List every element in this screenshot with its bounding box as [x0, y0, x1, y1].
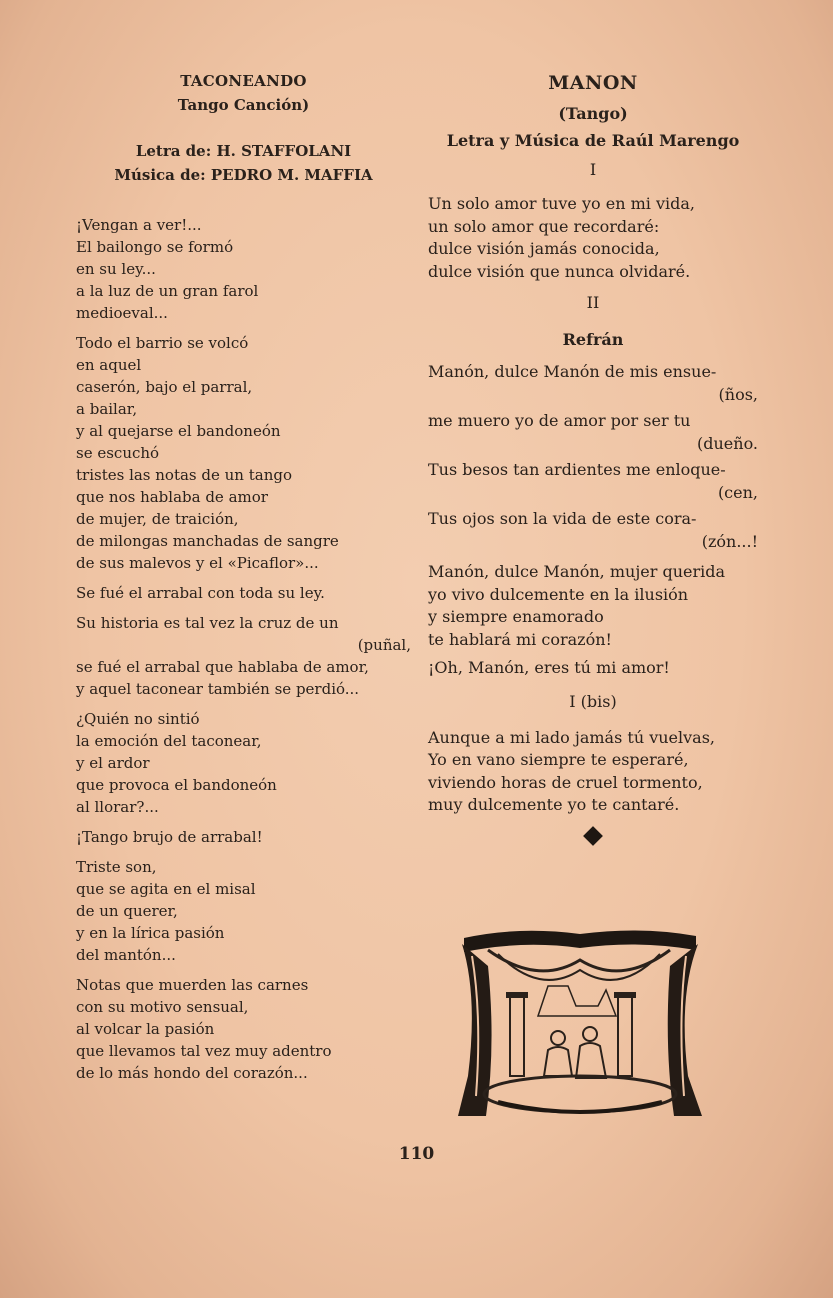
lyric-line: en aquel	[76, 356, 142, 374]
lyric-line: dulce visión que nunca olvidaré.	[428, 261, 691, 281]
stanza-1	[428, 193, 758, 283]
lyric-line: y el ardor	[76, 754, 150, 772]
refrain-continuation	[428, 561, 758, 651]
left-stanza	[76, 974, 411, 1084]
refrain-lyrics	[428, 361, 758, 553]
right-column	[428, 72, 758, 843]
lyric-line: de sus malevos y el «Picaflor»...	[76, 554, 319, 572]
lyric-line: que llevamos tal vez muy adentro	[76, 1042, 332, 1060]
left-stanza	[76, 332, 411, 574]
lyric-line: dulce visión jamás conocida,	[428, 239, 660, 258]
lyric-line: Su historia es tal vez la cruz de un	[76, 614, 339, 632]
left-column	[76, 72, 411, 1092]
song-title-left: TACONEANDO	[180, 72, 307, 90]
lyric-line: Aunque a mi lado jamás tú vuelvas,	[428, 727, 716, 747]
left-stanza	[76, 826, 411, 848]
lyric-line: y al quejarse el bandoneón	[76, 422, 281, 440]
lyric-line: al volcar la pasión	[76, 1020, 215, 1038]
lyric-continuation: (zón...!	[701, 531, 758, 551]
lyric-line: tristes las notas de un tango	[76, 466, 292, 484]
lyric-line: de mujer, de traición,	[76, 510, 239, 528]
refrain-couplet	[428, 410, 758, 455]
music-credit: Música de: PEDRO M. MAFFIA	[114, 166, 373, 184]
lyric-line: de milongas manchadas de sangre	[76, 532, 339, 550]
lyric-line: que provoca el bandoneón	[76, 776, 277, 794]
lyric-line: en su ley...	[76, 260, 156, 278]
refrain-couplet	[428, 459, 758, 504]
page-number: 110	[398, 1144, 435, 1164]
lyric-line: a bailar,	[76, 400, 138, 418]
lyric-continuation: (dueño.	[697, 433, 758, 453]
lyric-line: te hablará mi corazón!	[428, 629, 612, 649]
lyric-line: El bailongo se formó	[76, 238, 234, 256]
lyric-line: Un solo amor tuve yo en mi vida,	[428, 194, 695, 213]
lyric-line: la emoción del taconear,	[76, 732, 262, 750]
lyric-line: yo vivo dulcemente en la ilusión	[428, 584, 689, 604]
stage-illustration	[458, 926, 702, 1118]
refrain-couplet	[428, 361, 758, 406]
lyric-line: medioeval...	[76, 304, 168, 322]
lyric-line: Manón, dulce Manón, mujer querida	[428, 562, 726, 581]
section-marker-3: I (bis)	[569, 691, 617, 711]
lyric-line: caserón, bajo el parral,	[76, 378, 253, 396]
lyric-line: Yo en vano siempre te esperaré,	[428, 750, 689, 769]
lyric-line: de lo más hondo del corazón...	[76, 1064, 308, 1082]
lyric-line: a la luz de un gran farol	[76, 282, 259, 300]
section-marker-1: I	[589, 160, 597, 179]
left-stanza	[76, 856, 411, 966]
lyric-line: del mantón...	[76, 946, 176, 964]
lyric-line: ¡Vengan a ver!...	[76, 216, 202, 234]
left-stanza	[76, 708, 411, 818]
lyric-line: Tus ojos son la vida de este cora-	[428, 509, 697, 528]
lyric-line: Manón, dulce Manón de mis ensue-	[428, 362, 717, 381]
lyric-line: de un querer,	[76, 902, 178, 920]
lyric-continuation: (cen,	[717, 482, 758, 502]
lyric-line: Triste son,	[76, 858, 157, 876]
lyric-line: Todo el barrio se volcó	[76, 334, 249, 352]
song-credits-right: Letra y Música de Raúl Marengo	[446, 131, 740, 150]
lyric-line: que nos hablaba de amor	[76, 488, 268, 506]
refrain-label: Refrán	[562, 330, 624, 349]
lyric-line: Se fué el arrabal con toda su ley.	[76, 584, 325, 602]
lyric-line: y aquel taconear también se perdió...	[76, 680, 360, 698]
lyric-line: viviendo horas de cruel tormento,	[428, 772, 703, 792]
lyric-line: al llorar?...	[76, 798, 159, 816]
lyric-line: y siempre enamorado	[428, 607, 604, 626]
stanza-3	[428, 727, 758, 817]
lyrics-credit: Letra de: H. STAFFOLANI	[135, 142, 352, 160]
lyric-continuation: (ños,	[718, 384, 758, 404]
section-marker-2: II	[586, 293, 600, 312]
lyric-line: me muero yo de amor por ser tu	[428, 411, 691, 430]
lyric-line: muy dulcemente yo te cantaré.	[428, 795, 680, 814]
left-stanza	[76, 214, 411, 324]
left-stanza	[76, 582, 411, 604]
lyric-line: se fué el arrabal que hablaba de amor,	[76, 658, 369, 676]
song-title-right: MANON	[548, 72, 638, 94]
left-lyrics	[76, 214, 411, 1084]
lyric-line: ¡Tango brujo de arrabal!	[76, 828, 263, 846]
left-stanza	[76, 612, 411, 700]
lyric-line: con su motivo sensual,	[76, 998, 249, 1016]
lyric-line: Tus besos tan ardientes me enloque-	[428, 460, 726, 479]
diamond-ornament	[583, 826, 603, 846]
lyric-line: Notas que muerden las carnes	[76, 976, 309, 994]
lyric-line: y en la lírica pasión	[76, 924, 225, 942]
song-subtitle-left: Tango Canción)	[177, 96, 310, 114]
song-subtitle-right: (Tango)	[558, 104, 628, 123]
refrain-couplet	[428, 508, 758, 553]
lyric-line: se escuchó	[76, 444, 160, 462]
lyric-line: un solo amor que recordaré:	[428, 216, 660, 236]
lyric-line: ¿Quién no sintió	[76, 710, 200, 728]
lyric-line: (puñal,	[357, 636, 411, 654]
lyric-line: que se agita en el misal	[76, 880, 256, 898]
refrain-closing-line: ¡Oh, Manón, eres tú mi amor!	[428, 658, 670, 677]
